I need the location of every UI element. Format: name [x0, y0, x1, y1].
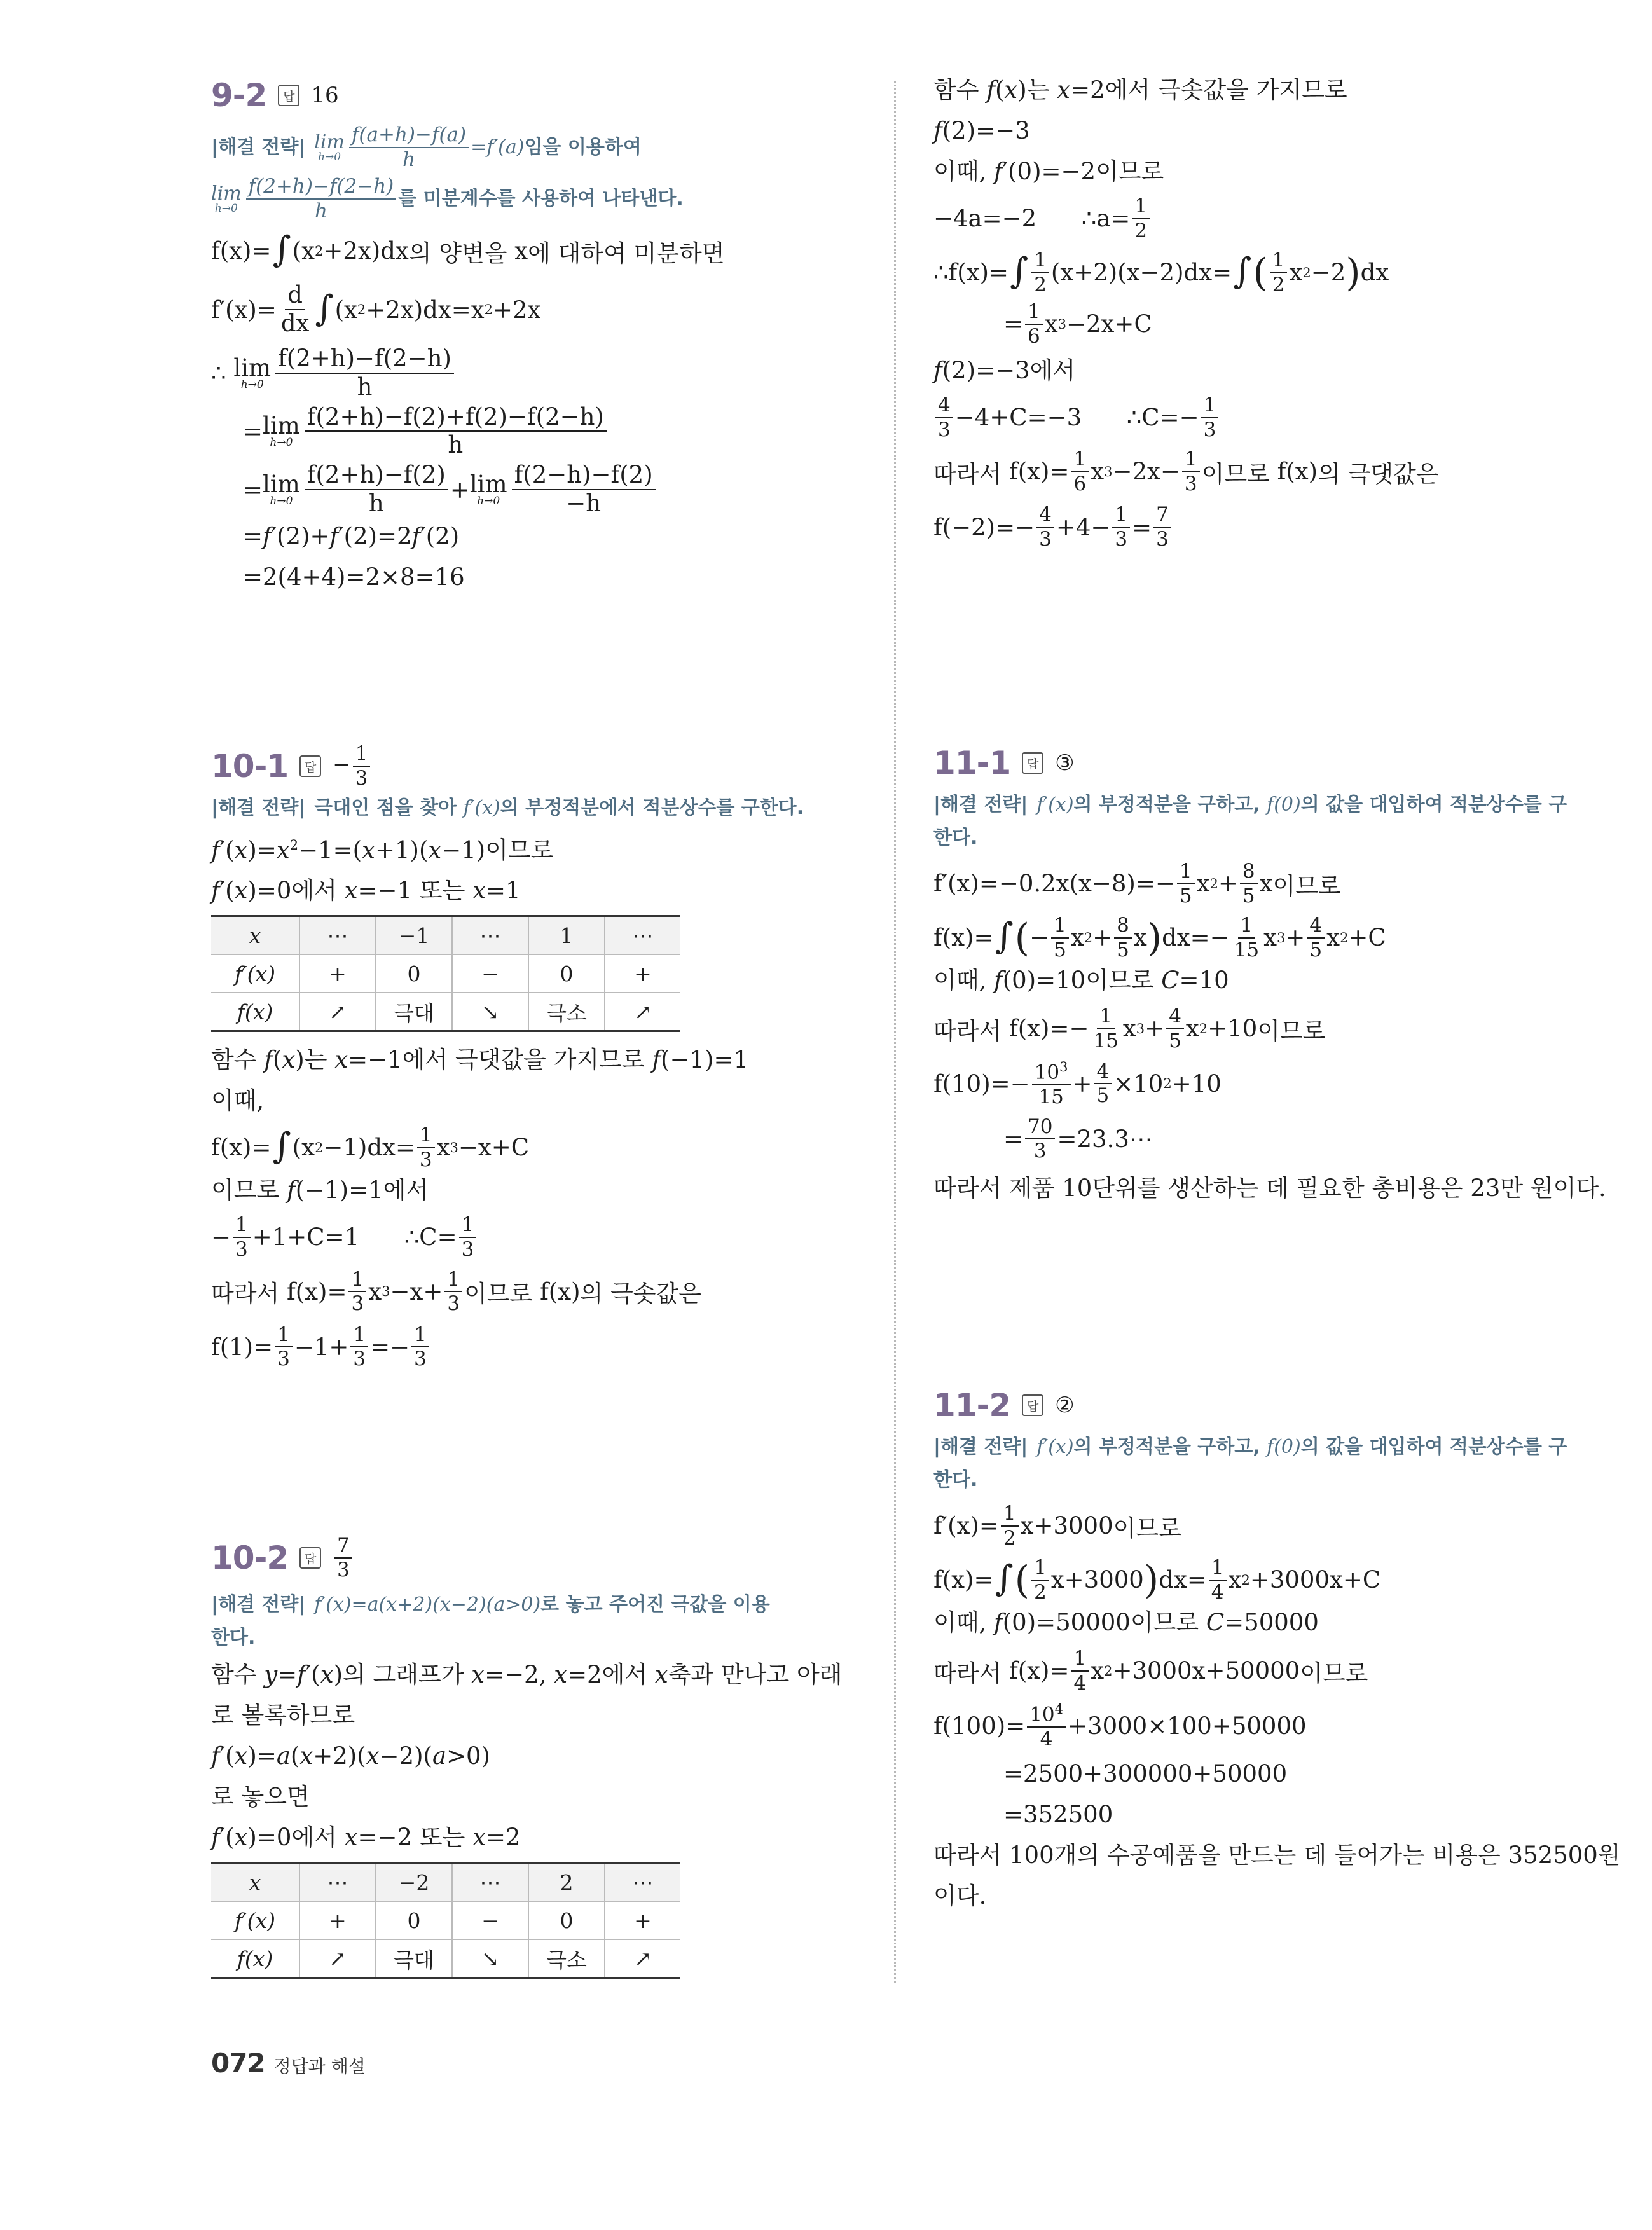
- solution-line: f ( x )= ∫ ( x 2 +2 x ) dx 의 양변을 x 에 대하여 미분하면: [211, 229, 725, 271]
- page-footer: [211, 2048, 366, 2079]
- solution-line: 이때,: [211, 1087, 265, 1115]
- solution-line: f ( x )= ∫ ( $\frac{1}{2}$ x +3000 ) dx = $\frac{1}{4}$ x 2 +3000 x + C: [933, 1556, 1381, 1604]
- solution-line: 따라서 f ( x )= $\frac{1}{4}$ x 2 +3000 x +50000 이므로: [933, 1647, 1368, 1695]
- problem-header: [211, 70, 725, 121]
- strategy-text: 임을 이용하여: [524, 135, 642, 158]
- solution-line: 함수 f(x)는 x=2에서 극솟값을 가지므로: [933, 76, 1347, 104]
- answer-value: $\frac{7}{3}$: [333, 1535, 354, 1580]
- problem-header: [211, 1532, 843, 1583]
- page-number: 072: [211, 2048, 265, 2079]
- problem-10-1: [211, 741, 804, 1370]
- solution-line: 따라서 f ( x )= $\frac{1}{3}$ x 3 − x + $\frac{1}{3}$ 이므로 f ( x ) 의 극솟값은: [211, 1267, 702, 1316]
- answer-icon: 답: [1022, 1394, 1043, 1416]
- solution-line: f ( x )= ∫ ( x 2 −1) dx = $\frac{1}{3}$ x 3 − x + C: [211, 1124, 530, 1171]
- problem-number: 9-2: [211, 77, 267, 114]
- solution-line: −4 a =−2 ∴ a = $\frac{1}{2}$: [933, 196, 1439, 241]
- solution-line: f′(x)=0에서 x=−2 또는 x=2: [211, 1824, 521, 1851]
- solution-line: f(2)=−3에서: [933, 357, 1076, 385]
- solution-line: =f′(2)+f′(2)=2f′(2): [243, 522, 460, 550]
- solution-line: = lim h→0 $\frac{f(2+h)-f(2)}{h}$ + lim h→0 $\frac{f(2-h)-f(2)}{-h}$: [211, 463, 725, 516]
- solution-line: f ′( x )= $\frac{1}{2}$ x +3000 이므로: [933, 1502, 1181, 1550]
- problem-9-2: [211, 70, 725, 598]
- strategy: |해결 전략| f′(x)의 부정적분을 구하고, f(0)의 값을 대입하여 적분상수를 구 한다.: [933, 1436, 1567, 1491]
- solution-line: f′(x)=0에서 x=−1 또는 x=1: [211, 877, 521, 905]
- answer-icon: 답: [1022, 752, 1043, 774]
- strategy-line-2: lim h→0 $\frac{f(2+h)-f(2-h)}{h}$ 를 미분계수를 사용하여 나타낸다.: [211, 175, 684, 223]
- answer-value: − $\frac{1}{3}$: [333, 743, 372, 788]
- problem-10-2: [211, 1532, 843, 1986]
- solution-line: $\frac{4}{3}$ −4+ C =−3 ∴ C =− $\frac{1}{3}$: [933, 395, 1439, 440]
- solution-line: 따라서 f ( x )= $\frac{1}{6}$ x 3 −2 x − $\frac{1}{3}$ 이므로 f ( x ) 의 극댓값은: [933, 448, 1439, 495]
- solution-line: f ′( x )=−0.2 x ( x −8)=− $\frac{1}{5}$ x 2 + $\frac{8}{5}$ x 이므로: [933, 860, 1341, 907]
- strategy: |해결 전략| lim h→0 $\frac{f(a+h)-f(a)}{h}$ =f′(a) 임을 이용하여: [211, 123, 642, 171]
- problem-10-2-continued: [933, 70, 1439, 550]
- solution-line: 따라서 100개의 수공예품을 만드는 데 들어가는 비용은 352500원: [933, 1841, 1621, 1869]
- problem-11-2: [933, 1380, 1621, 1917]
- solution-line: = $\frac{70}{3}$ =23.3⋯: [1003, 1115, 1153, 1163]
- strategy: |해결 전략| f′(x)의 부정적분을 구하고, f(0)의 값을 대입하여 적분상수를 구 한다.: [933, 794, 1567, 849]
- column-divider: [894, 81, 896, 1983]
- problem-number: 10-2: [211, 1539, 289, 1576]
- solution-line: 이때, f′(0)=−2이므로: [933, 158, 1164, 185]
- problem-11-1: [933, 738, 1606, 1209]
- problem-number: 11-1: [933, 745, 1011, 781]
- solution-line: = lim h→0 $\frac{f(2+h)-f(2)+f(2)-f(2-h)}{h}$: [211, 405, 725, 458]
- solution-line: − $\frac{1}{3}$ +1+ C =1 ∴ C = $\frac{1}{3}$: [211, 1215, 804, 1260]
- solution-line: f (−2)=− $\frac{4}{3}$ +4− $\frac{1}{3}$ = $\frac{7}{3}$: [933, 504, 1439, 549]
- solution-line: f(2)=−3: [933, 117, 1030, 144]
- problem-number: 10-1: [211, 748, 289, 785]
- solution-line: 따라서 제품 10단위를 생산하는 데 필요한 총비용은 23만 원이다.: [933, 1174, 1606, 1202]
- sign-table: x ⋯ −1 ⋯ 1 ⋯ f′(x) + 0 − 0 + f(x) ↗ 극대 ↘ 극소 ↗: [211, 915, 680, 1032]
- strategy-text-2: 를 미분계수를 사용하여 나타낸다.: [398, 187, 684, 210]
- solution-line: $f'(x)=x^2-1=(x+1)(x-1)$이므로: [211, 836, 554, 864]
- solution-line: 함수 y=f′(x)의 그래프가 x=−2, x=2에서 x축과 만나고 아래: [211, 1661, 843, 1688]
- answer-icon: 답: [299, 1547, 321, 1569]
- problem-header: [933, 738, 1606, 788]
- solution-line: 이므로 f(−1)=1에서: [211, 1176, 429, 1204]
- solution-line: f (10)=− $\frac{10^3}{15}$ + $\frac{4}{5}$ ×10 2 +10: [933, 1059, 1222, 1109]
- problem-header: [211, 741, 804, 792]
- answer-value: 16: [311, 83, 339, 108]
- strategy: |해결 전략| 극대인 점을 찾아 f′(x)의 부정적분에서 적분상수를 구한다.: [211, 797, 804, 819]
- solution-line: =2500+300000+50000: [1003, 1759, 1288, 1787]
- solution-line: f (1)= $\frac{1}{3}$ −1+ $\frac{1}{3}$ =− $\frac{1}{3}$: [211, 1325, 804, 1370]
- sign-table: x ⋯ −2 ⋯ 2 ⋯ f′(x) + 0 − 0 + f(x) ↗ 극대 ↘ 극소 ↗: [211, 1862, 680, 1979]
- strategy-tag: |해결 전략|: [211, 135, 306, 158]
- problem-number: 11-2: [933, 1387, 1011, 1424]
- solution-line: 이때, f(0)=10이므로 C=10: [933, 967, 1229, 995]
- solution-line: 로 볼록하므로: [211, 1702, 355, 1729]
- solution-line: f ( x )= ∫ ( − $\frac{1}{5}$ x 2 + $\frac{8}{5}$ x ) dx =− $\frac{1}{15}$ x 3 + $\frac{4}{5}$ x 2 + C: [933, 914, 1386, 961]
- solution-line: f′(x)=a(x+2)(x−2)(a>0): [211, 1742, 490, 1770]
- solution-line: 이다.: [933, 1882, 987, 1910]
- solution-line: ∴ f ( x )= ∫ $\frac{1}{2}$ ( x +2)( x −2) dx = ∫ ( $\frac{1}{2}$ x 2 −2 ) dx: [933, 249, 1389, 296]
- solution-line: 이때, f(0)=50000이므로 C=50000: [933, 1609, 1319, 1637]
- strategy: |해결 전략| f′(x)=a(x+2)(x−2)(a>0)로 놓고 주어진 극값을 이용 한다.: [211, 1593, 770, 1649]
- footer-label: 정답과 해설: [273, 2056, 366, 2077]
- solution-line: f ′( x )= $\frac{d}{dx}$ ∫ ( x 2 +2 x ) dx = x 2 +2 x: [211, 281, 541, 338]
- answer-icon: 답: [278, 85, 299, 106]
- solution-line: ∴ lim h→0 $\frac{f(2+h)-f(2-h)}{h}$: [211, 347, 725, 400]
- answer-value: ②: [1055, 1393, 1075, 1418]
- problem-header: [933, 1380, 1621, 1431]
- solution-line: = $\frac{1}{6}$ x 3 −2 x + C: [1003, 300, 1152, 348]
- solution-line: =2(4+4)=2×8=16: [243, 563, 465, 591]
- solution-line: f (100)= $\frac{10^4}{4}$ +3000×100+50000: [933, 1702, 1307, 1751]
- solution-line: 따라서 f ( x )=− $\frac{1}{15}$ x 3 + $\frac{4}{5}$ x 2 +10 이므로: [933, 1005, 1326, 1052]
- solution-line: 함수 f(x)는 x=−1에서 극댓값을 가지므로 f(−1)=1: [211, 1046, 749, 1074]
- answer-icon: 답: [299, 755, 321, 777]
- answer-value: ③: [1055, 750, 1075, 776]
- solution-line: 로 놓으면: [211, 1783, 310, 1810]
- solution-line: =352500: [1003, 1800, 1113, 1828]
